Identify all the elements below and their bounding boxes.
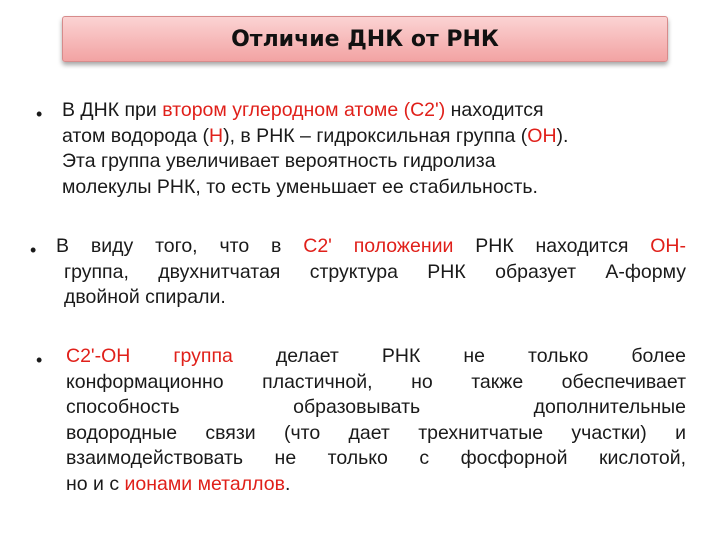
p3-line-2: конформационно пластичной, но также обеспечивает — [66, 370, 686, 393]
p2-line-3: двойной спирали. — [64, 286, 226, 308]
bullet-2: • — [30, 240, 37, 260]
highlight-h: Н — [208, 124, 224, 147]
slide-title: Отличие ДНК от РНК — [231, 26, 499, 52]
p1-line-3: Эта группа увеличивает вероятность гидролиза — [62, 150, 496, 172]
paragraph-1 — [62, 98, 568, 200]
p3-line-1: С2'-ОН группа делает РНК не только более — [66, 345, 686, 367]
highlight-metal-ions: ионами металлов — [124, 472, 285, 495]
p1-line-2: атом водорода (Н), в РНК – гидроксильная группа (ОН). — [62, 124, 569, 147]
highlight-c2-position: С2' положении — [303, 235, 454, 257]
highlight-oh: ОН — [527, 124, 557, 147]
title-banner — [62, 16, 668, 62]
highlight-c2-atom: втором углеродном атоме (С2') — [162, 99, 446, 121]
p3-line-6: но и с ионами металлов. — [66, 472, 291, 495]
p1-line-4: молекулы РНК, то есть уменьшает ее стабильность. — [62, 175, 538, 198]
p3-line-5: взаимодействовать не только с фосфорной кислотой, — [66, 447, 686, 469]
p3-line-4: водородные связи (что дает трехнитчатые участки) и — [66, 421, 686, 444]
p2-line-2: группа, двухнитчатая структура РНК образует А-форму — [64, 260, 686, 283]
p2-line-1: В виду того, что в С2' положении РНК находится ОН- — [56, 235, 686, 257]
p3-line-3: способность образовывать дополнительные — [66, 396, 686, 418]
bullet-1: • — [36, 104, 43, 124]
paragraph-3 — [66, 344, 686, 497]
highlight-oh-group: ОН- — [650, 235, 686, 257]
highlight-c2-oh-group: С2'-ОН группа — [66, 345, 233, 367]
p1-line-1: В ДНК при втором углеродном атоме (С2') находится — [62, 99, 544, 121]
bullet-3: • — [36, 350, 43, 370]
paragraph-2 — [56, 234, 686, 311]
